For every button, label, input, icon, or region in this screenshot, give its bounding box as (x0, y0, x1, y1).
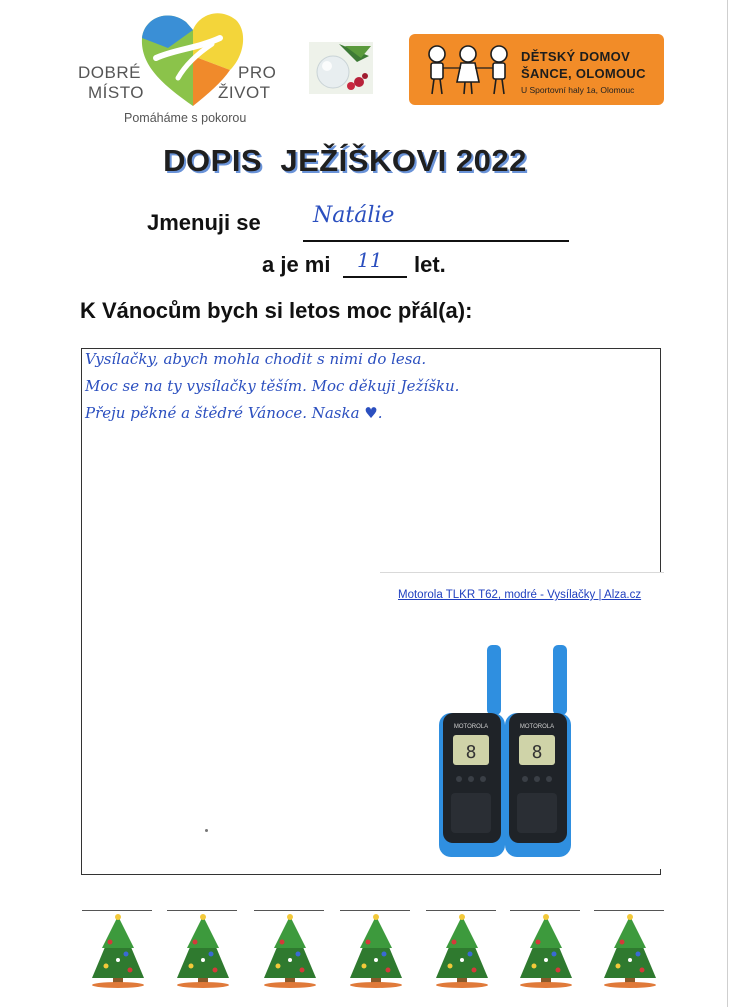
logo-tagline: Pomáháme s pokorou (124, 111, 247, 125)
christmas-tree-icon (594, 908, 666, 988)
letter-line: Vysílačky, abych mohla chodit s nimi do lesa. (85, 350, 427, 368)
banner-address: U Sportovní haly 1a, Olomouc (521, 85, 635, 95)
wish-heading: K Vánocům bych si letos moc přál(a): (80, 298, 473, 323)
device-brand-text: MOTOROLA (453, 724, 489, 730)
age-label: a je mi (262, 252, 331, 277)
svg-text:8: 8 (465, 742, 477, 763)
stray-dot (205, 829, 208, 832)
letter-line: Moc se na ty vysílačky těším. Moc děkuji Ježíšku. (85, 377, 460, 395)
christmas-tree-icon (340, 908, 412, 988)
page-edge (727, 0, 728, 1007)
banner-line1: DĚTSKÝ DOMOV (521, 49, 631, 64)
age-suffix: let. (414, 252, 446, 277)
banner-line2: ŠANCE, OLOMOUC (521, 66, 646, 81)
children-figures-icon (421, 40, 517, 100)
christmas-tree-icon (167, 908, 239, 988)
christmas-ornament-photo (309, 42, 373, 94)
logo-word-pro: PRO (238, 63, 277, 82)
christmas-tree-icon (510, 908, 582, 988)
christmas-tree-icon (254, 908, 326, 988)
name-underline (303, 240, 569, 242)
orphanage-banner (409, 34, 664, 105)
product-image (380, 572, 664, 869)
page-title: DOPIS JEŽÍŠKOVI 2022 (163, 143, 527, 178)
dobre-misto-logo (78, 8, 278, 130)
name-value: Natálie (313, 203, 395, 228)
age-underline (343, 276, 407, 278)
walkie-talkie-icon (435, 643, 585, 858)
product-caption-link[interactable]: Motorola TLKR T62, modré - Vysílačky | Alza.cz (398, 589, 642, 601)
logo-word-zivot: ŽIVOT (218, 83, 271, 102)
name-label: Jmenuji se (147, 210, 261, 235)
logo-word-misto: MÍSTO (88, 83, 145, 102)
christmas-tree-icon (426, 908, 498, 988)
device-brand-text: MOTOROLA (519, 724, 555, 730)
logo-word-dobre: DOBRÉ (78, 63, 141, 82)
christmas-tree-icon (82, 908, 154, 988)
age-value: 11 (357, 248, 383, 272)
svg-text:8: 8 (531, 742, 543, 763)
letter-line: Přeju pěkné a štědré Vánoce. Naska ♥. (85, 404, 383, 422)
